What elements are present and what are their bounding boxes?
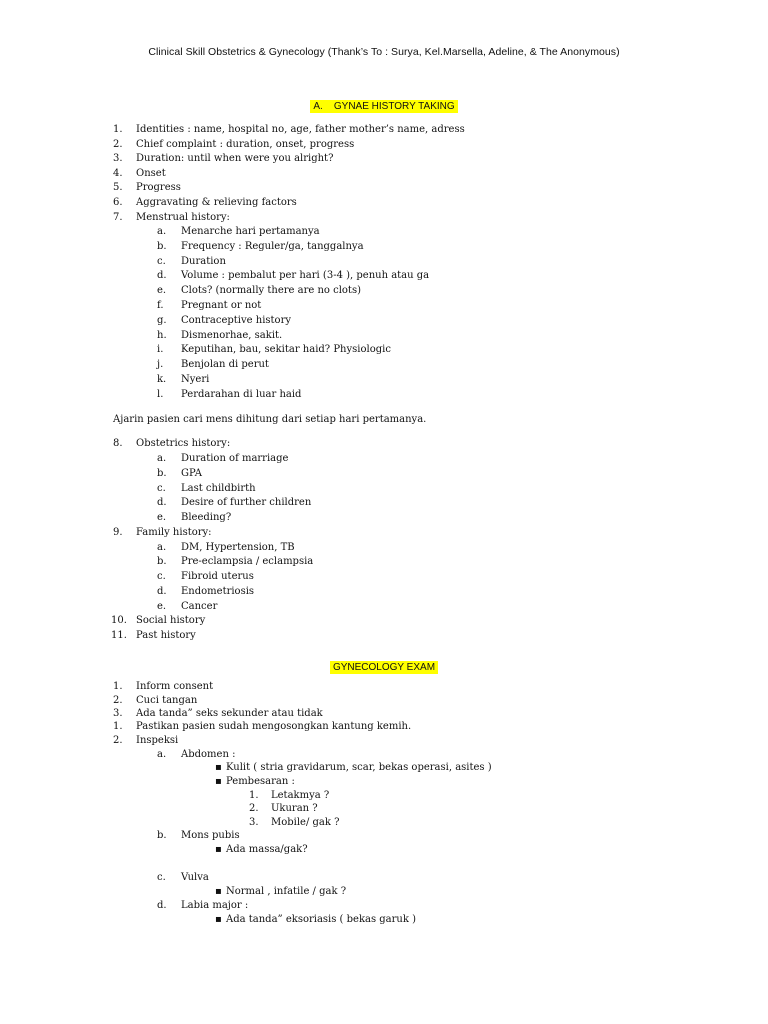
subitem-letter: d.: [157, 270, 167, 281]
subitem-letter: b.: [157, 468, 167, 479]
subitem-text: Mobile/ gak ?: [271, 817, 340, 828]
subitem-text: Abdomen :: [181, 749, 236, 760]
subitem-letter: b.: [157, 830, 167, 841]
subitem-letter: f.: [157, 300, 164, 311]
item-text: Onset: [136, 168, 166, 179]
item-number: 2.: [113, 735, 123, 746]
subitem-letter: k.: [157, 374, 167, 385]
subitem-text: Mons pubis: [181, 830, 240, 841]
subitem-text: Volume : pembalut per hari (3-4 ), penuh atau ga: [181, 270, 430, 281]
item-text: Menstrual history:: [136, 212, 230, 223]
item-number: 8.: [113, 438, 123, 449]
subitem-letter: a.: [157, 453, 167, 464]
bullet-text: Ada massa/gak?: [226, 844, 308, 855]
subitem-letter: i.: [157, 344, 164, 355]
item-number: 5.: [113, 182, 123, 193]
item-text: Inspeksi: [136, 735, 179, 746]
item-text: Social history: [136, 615, 206, 626]
subitem-text: Letakmya ?: [271, 790, 330, 801]
item-text: Chief complaint : duration, onset, progress: [136, 139, 355, 150]
subitem-letter: d.: [157, 586, 167, 597]
item-text: Inform consent: [136, 681, 214, 692]
subitem-letter: b.: [157, 556, 167, 567]
bullet-icon: ▪: [215, 762, 222, 773]
item-number: 1.: [113, 681, 123, 692]
subitem-text: Duration: [181, 256, 226, 267]
subitem-text: Cancer: [181, 601, 218, 612]
subitem-letter: b.: [157, 241, 167, 252]
item-text: Cuci tangan: [136, 695, 198, 706]
subitem-letter: a.: [157, 749, 167, 760]
subitem-number: 1.: [249, 790, 259, 801]
bullet-text: Pembesaran :: [226, 776, 295, 787]
subitem-text: Fibroid uterus: [181, 571, 254, 582]
subitem-letter: h.: [157, 330, 167, 341]
subitem-letter: e.: [157, 601, 167, 612]
section-a-title: [0, 94, 768, 113]
item-number: 1.: [113, 721, 123, 732]
subitem-letter: c.: [157, 256, 166, 267]
subitem-text: Vulva: [181, 872, 209, 883]
item-text: Identities : name, hospital no, age, father mother’s name, adress: [136, 124, 465, 135]
subitem-text: Last childbirth: [181, 483, 256, 494]
item-number: 3.: [113, 708, 123, 719]
subitem-text: Benjolan di perut: [181, 359, 269, 370]
subitem-text: Endometriosis: [181, 586, 255, 597]
subitem-text: Duration of marriage: [181, 453, 289, 464]
subitem-text: Frequency : Reguler/ga, tanggalnya: [181, 241, 364, 252]
subitem-number: 3.: [249, 817, 259, 828]
subitem-text: Nyeri: [181, 374, 210, 385]
subitem-text: Dismenorhae, sakit.: [181, 330, 283, 341]
section-a-highlight: [310, 100, 457, 113]
subitem-letter: e.: [157, 512, 167, 523]
subitem-text: Labia major :: [181, 900, 249, 911]
subitem-text: Bleeding?: [181, 512, 232, 523]
subitem-text: Pregnant or not: [181, 300, 262, 311]
item-text: Pastikan pasien sudah mengosongkan kantung kemih.: [136, 721, 412, 732]
subitem-letter: l.: [157, 389, 164, 400]
subitem-text: Keputihan, bau, sekitar haid? Physiologic: [181, 344, 391, 355]
subitem-text: Menarche hari pertamanya: [181, 226, 320, 237]
item-text: Duration: until when were you alright?: [136, 153, 334, 164]
bullet-text: Normal , infatile / gak ?: [226, 886, 347, 897]
bullet-icon: ▪: [215, 886, 222, 897]
bullet-icon: ▪: [215, 914, 222, 925]
subitem-text: Desire of further children: [181, 497, 312, 508]
subitem-letter: g.: [157, 315, 167, 326]
subitem-letter: e.: [157, 285, 167, 296]
note-text: Ajarin pasien cari mens dihitung dari setiap hari pertamanya.: [113, 414, 427, 425]
item-number: 4.: [113, 168, 123, 179]
item-number: 3.: [113, 153, 123, 164]
subitem-letter: a.: [157, 226, 167, 237]
bullet-icon: ▪: [215, 776, 222, 787]
subitem-letter: c.: [157, 872, 166, 883]
bullet-text: Kulit ( stria gravidarum, scar, bekas operasi, asites ): [226, 762, 492, 773]
item-text: Ada tanda” seks sekunder atau tidak: [136, 708, 323, 719]
section-a-marker: A.: [313, 101, 323, 112]
item-number: 7.: [113, 212, 123, 223]
item-number: 2.: [113, 695, 123, 706]
item-text: Aggravating & relieving factors: [136, 197, 297, 208]
item-number: 6.: [113, 197, 123, 208]
subitem-text: Clots? (normally there are no clots): [181, 285, 361, 296]
subitem-letter: a.: [157, 542, 167, 553]
section-a-title-text: GYNAE HISTORY TAKING: [333, 101, 455, 112]
section-b-highlight: GYNECOLOGY EXAM: [330, 661, 438, 674]
bullet-text: Ada tanda” eksoriasis ( bekas garuk ): [226, 914, 417, 925]
document-header: Clinical Skill Obstetrics & Gynecology (Thank’s To : Surya, Kel.Marsella, Adeline, & The Anonymous): [148, 46, 620, 58]
item-text: Progress: [136, 182, 181, 193]
bullet-icon: ▪: [215, 844, 222, 855]
item-number: 2.: [113, 139, 123, 150]
item-text: Past history: [136, 630, 196, 641]
subitem-letter: d.: [157, 900, 167, 911]
subitem-letter: d.: [157, 497, 167, 508]
item-text: Obstetrics history:: [136, 438, 231, 449]
item-number: 1.: [113, 124, 123, 135]
item-number: 9.: [113, 527, 123, 538]
subitem-letter: j.: [157, 359, 164, 370]
subitem-letter: c.: [157, 483, 166, 494]
subitem-text: Pre-eclampsia / eclampsia: [181, 556, 314, 567]
subitem-text: Contraceptive history: [181, 315, 291, 326]
subitem-text: DM, Hypertension, TB: [181, 542, 295, 553]
subitem-text: Perdarahan di luar haid: [181, 389, 302, 400]
item-text: Family history:: [136, 527, 212, 538]
subitem-number: 2.: [249, 803, 259, 814]
section-b-title: [0, 655, 768, 674]
item-number: 10.: [111, 615, 127, 626]
subitem-letter: c.: [157, 571, 166, 582]
subitem-text: GPA: [181, 468, 203, 479]
item-number: 11.: [111, 630, 127, 641]
subitem-text: Ukuran ?: [271, 803, 318, 814]
